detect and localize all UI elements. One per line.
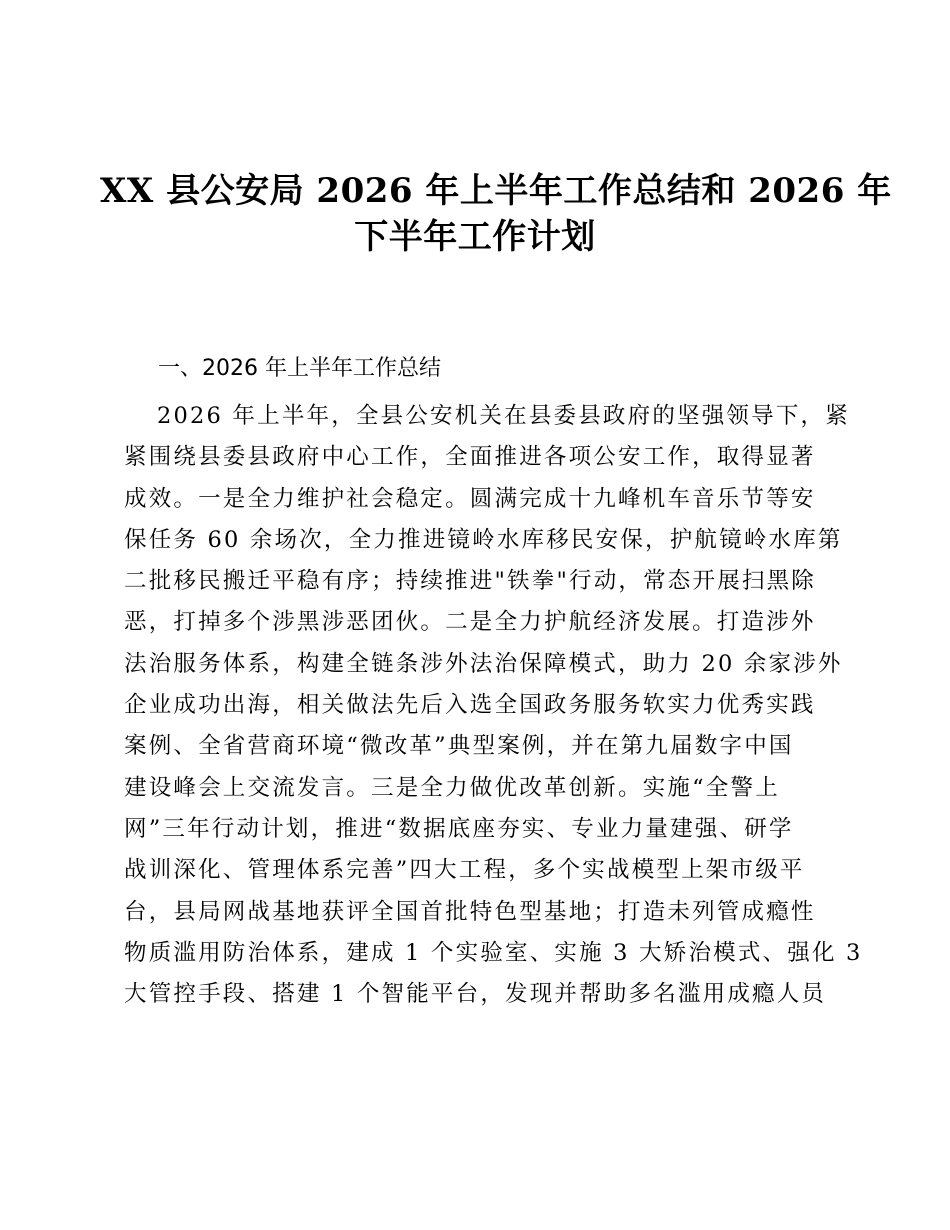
paragraph-line: 保任务 60 余场次，全力推进镜岭水库移民安保，护航镜岭水库第 xyxy=(124,526,843,553)
title-line-1: XX 县公安局 2026 年上半年工作总结和 2026 年 xyxy=(100,171,892,211)
paragraph-line: 战训深化、管理体系完善”四大工程，多个实战模型上架市级平 xyxy=(124,857,805,884)
paragraph-line: 台，县局网战基地获评全国首批特色型基地；打造未列管成瘾性 xyxy=(124,898,816,925)
title-line-2: 下半年工作计划 xyxy=(354,217,596,257)
section-heading: 一、2026 年上半年工作总结 xyxy=(158,356,441,381)
paragraph-line: 紧围绕县委县政府中心工作，全面推进各项公安工作，取得显著 xyxy=(124,444,816,471)
paragraph-line: 成效。一是全力维护社会稳定。圆满完成十九峰机车音乐节等安 xyxy=(124,485,816,512)
paragraph-line: 2026 年上半年，全县公安机关在县委县政府的坚强领导下，紧 xyxy=(157,403,850,429)
body-paragraph xyxy=(124,396,863,1015)
paragraph-line: 企业成功出海，相关做法先后入选全国政务服务软实力优秀实践 xyxy=(124,692,816,719)
paragraph-line: 建设峰会上交流发言。三是全力做优改革创新。实施“全警上 xyxy=(124,774,780,801)
document-title xyxy=(100,168,892,260)
paragraph-line: 大管控手段、搭建 1 个智能平台，发现并帮助多名滥用成瘾人员 xyxy=(124,981,827,1008)
paragraph-line: 物质滥用防治体系，建成 1 个实验室、实施 3 大矫治模式、强化 3 xyxy=(124,939,863,966)
paragraph-line: 网”三年行动计划，推进“数据底座夯实、专业力量建强、研学 xyxy=(124,815,794,842)
paragraph-line: 法治服务体系，构建全链条涉外法治保障模式，助力 20 余家涉外 xyxy=(124,650,843,677)
paragraph-line: 二批移民搬迁平稳有序；持续推进"铁拳"行动，常态开展扫黑除 xyxy=(124,568,816,595)
paragraph-line: 恶，打掉多个涉黑涉恶团伙。二是全力护航经济发展。打造涉外 xyxy=(124,609,816,636)
paragraph-line: 案例、全省营商环境“微改革”典型案例，并在第九届数字中国 xyxy=(124,733,794,760)
